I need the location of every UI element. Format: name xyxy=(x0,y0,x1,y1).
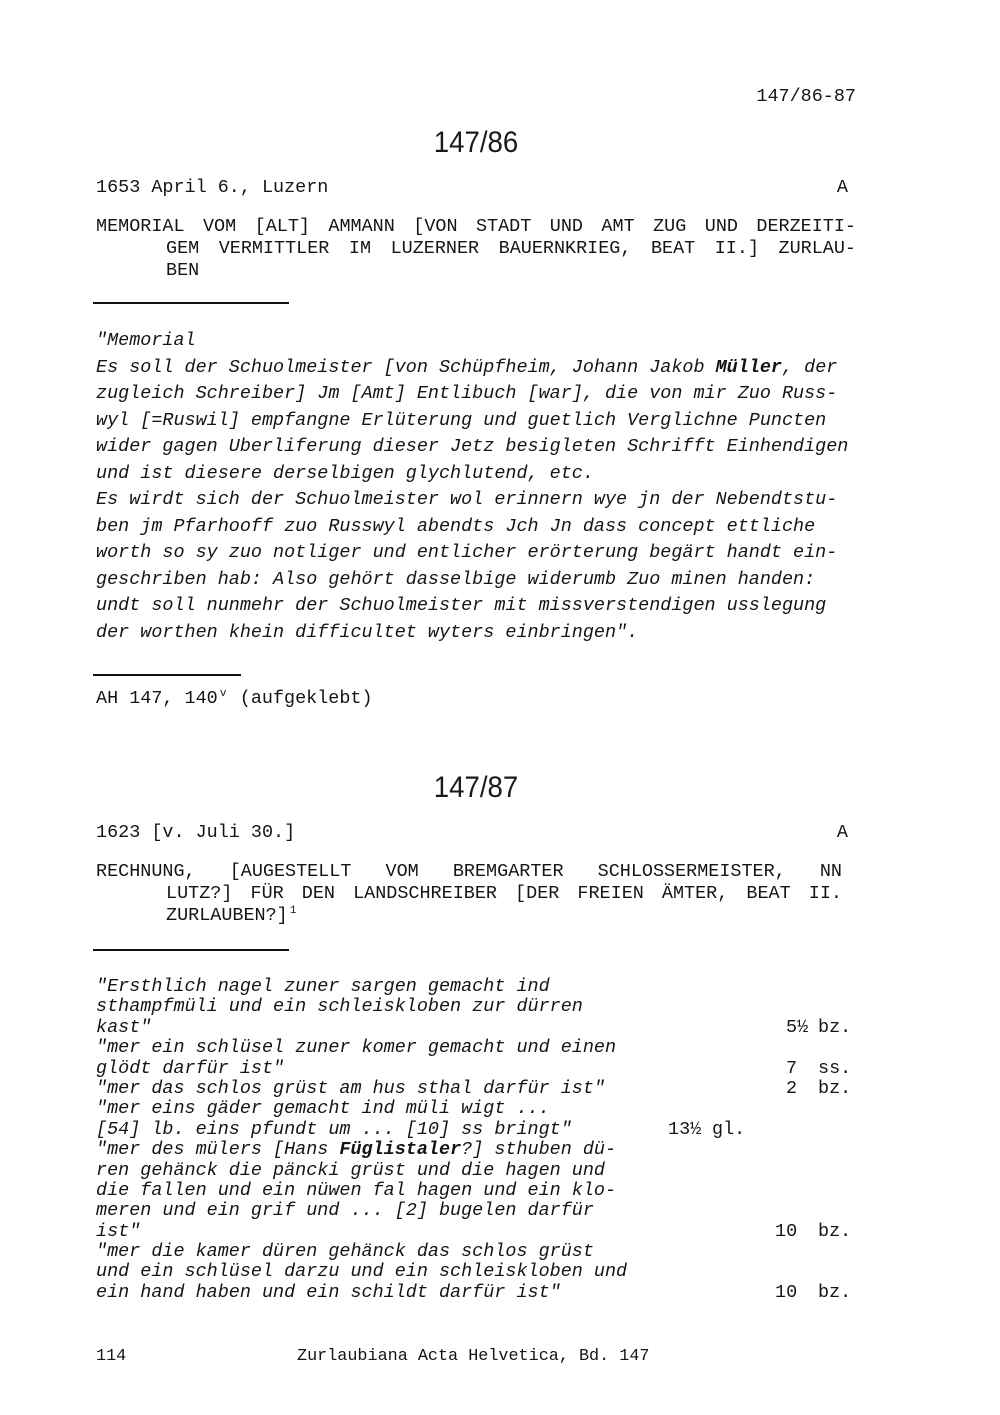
item-unit: bz. xyxy=(818,1077,852,1099)
text-line: ben jm Pfarhooff zuo Russwyl abendts Jch Jn dass concept ettliche xyxy=(96,515,816,537)
person-name-bold: Müller xyxy=(715,356,782,378)
item-text: meren und ein grif und ... [2] bugelen darfür xyxy=(96,1200,594,1222)
item-text: "mer eins gäder gemacht ind müli wigt ... xyxy=(96,1098,550,1120)
item-text: "mer des mülers [Hans xyxy=(96,1139,340,1161)
entry-number: 147/87 xyxy=(433,771,519,804)
entry-date: 1653 April 6., Luzern xyxy=(96,177,329,198)
entry-title-line xyxy=(166,905,299,927)
text-line: zugleich Schreiber] Jm [Amt] Entlibuch [war], die von mir Zuo Russ- xyxy=(96,383,838,404)
account-line xyxy=(96,1283,876,1303)
item-text: ren gehänck die päncki grüst und die hagen und xyxy=(96,1159,605,1181)
entry-title-line: GEM VERMITTLER IM LUZERNER BAUERNKRIEG, BEAT II.] ZURLAU- xyxy=(166,238,856,259)
account-line xyxy=(96,1140,876,1160)
separator-rule xyxy=(93,949,289,951)
account-line xyxy=(96,1038,876,1058)
item-amount: 2 xyxy=(786,1077,798,1099)
text-line: wyl [=Ruswil] empfangne Erlüterung und guetlich Verglichne Puncten xyxy=(96,409,827,431)
item-amount: 10 xyxy=(775,1281,798,1303)
item-amount: 5½ xyxy=(786,1016,809,1038)
entry-date: 1623 [v. Juli 30.] xyxy=(96,822,296,843)
separator-rule xyxy=(93,302,289,304)
text-line: "Memorial xyxy=(96,330,196,351)
item-text: kast" xyxy=(96,1016,152,1038)
account-line xyxy=(96,1059,876,1079)
entry-title-line: LUTZ?] FÜR DEN LANDSCHREIBER [DER FREIEN ÄMTER, BEAT II. xyxy=(166,883,842,904)
source-reference xyxy=(96,688,373,710)
running-head: 147/86-87 xyxy=(756,86,856,107)
item-amount: 7 xyxy=(786,1057,798,1079)
item-text: ist" xyxy=(96,1220,141,1242)
page-number: 114 xyxy=(96,1347,127,1366)
text-line: Es wirdt sich der Schuolmeister wol erinnern wye jn der Nebendtstu- xyxy=(96,489,838,510)
account-line xyxy=(96,977,876,997)
footer-title: Zurlaubiana Acta Helvetica, Bd. 147 xyxy=(297,1347,650,1366)
account-line xyxy=(96,1079,876,1099)
account-line xyxy=(96,1181,876,1201)
item-text: ?] sthuben dü- xyxy=(461,1139,617,1161)
entry-title-line: BEN xyxy=(166,260,200,281)
entry-number: 147/86 xyxy=(433,126,519,159)
item-text: die fallen und ein nüwen fal hagen und ein klo- xyxy=(96,1179,617,1201)
item-text: "mer das schlos grüst am hus sthal darfür ist" xyxy=(96,1077,605,1099)
title-text: ZURLAUBEN?] xyxy=(166,905,288,926)
separator-rule xyxy=(93,674,241,676)
text-segment: Es soll der Schuolmeister [von Schüpfheim, Johann Jakob xyxy=(96,356,716,378)
source-main: AH 147, 140 xyxy=(96,688,218,709)
account-line xyxy=(96,1018,876,1038)
classification-label: A xyxy=(836,822,848,843)
text-line: und ist diesere derselbigen glychlutend, etc. xyxy=(96,462,594,484)
account-line xyxy=(96,1201,876,1221)
account-line xyxy=(96,1242,876,1262)
item-text: ein hand haben und ein schildt darfür ist" xyxy=(96,1281,561,1303)
account-line xyxy=(96,1161,876,1181)
item-text: "mer ein schlüsel zuner komer gemacht und einen xyxy=(96,1037,617,1059)
quoted-text xyxy=(96,328,896,646)
footnote-marker: 1 xyxy=(289,905,297,917)
account-line xyxy=(96,1099,876,1119)
entry-title-line: MEMORIAL VOM [ALT] AMMANN [VON STADT UND AMT ZUG UND DERZEITI- xyxy=(96,216,856,237)
account-line xyxy=(96,1262,876,1282)
item-text: [54] lb. eins pfundt um ... [10] ss bringt" xyxy=(96,1118,572,1140)
item-text: sthampfmüli und ein schleiskloben zur dürren xyxy=(96,996,583,1018)
text-line xyxy=(96,355,896,382)
item-text: "Ersthlich nagel zuner sargen gemacht ind xyxy=(96,976,550,997)
classification-label: A xyxy=(836,177,848,198)
item-unit: bz. xyxy=(818,1220,852,1242)
text-line: geschriben hab: Also gehört dasselbige widerumb Zuo minen handen: xyxy=(96,568,816,590)
source-note: (aufgeklebt) xyxy=(228,688,373,709)
item-unit: gl. xyxy=(712,1118,746,1140)
text-line: der worthen khein difficultet wyters einbringen". xyxy=(96,621,639,643)
account-line xyxy=(96,997,876,1017)
item-unit: ss. xyxy=(818,1057,852,1079)
item-unit: bz. xyxy=(818,1281,852,1303)
person-name-bold: Füglistaler xyxy=(339,1139,462,1161)
item-text: "mer die kamer düren gehänck das schlos grüst xyxy=(96,1241,594,1263)
item-text: und ein schlüsel darzu und ein schleiskloben und xyxy=(96,1261,628,1283)
account-line xyxy=(96,1120,876,1140)
entry-title-line: RECHNUNG, [AUGESTELLT VOM BREMGARTER SCHLOSSERMEISTER, NN xyxy=(96,861,842,882)
source-superscript: v xyxy=(219,688,227,700)
text-line: worth so sy zuo notliger und entlicher erörterung begärt handt ein- xyxy=(96,542,838,563)
account-items xyxy=(96,977,876,1303)
item-text: glödt darfür ist" xyxy=(96,1057,285,1079)
account-line xyxy=(96,1222,876,1242)
item-unit: bz. xyxy=(818,1016,852,1038)
text-line: undt soll nunmehr der Schuolmeister mit missverstendigen usslegung xyxy=(96,595,827,616)
text-segment: , der xyxy=(782,356,838,378)
item-amount: 13½ xyxy=(668,1118,702,1140)
text-line: wider gagen Uberliferung dieser Jetz besigleten Schrifft Einhendigen xyxy=(96,436,849,457)
item-amount: 10 xyxy=(775,1220,798,1242)
